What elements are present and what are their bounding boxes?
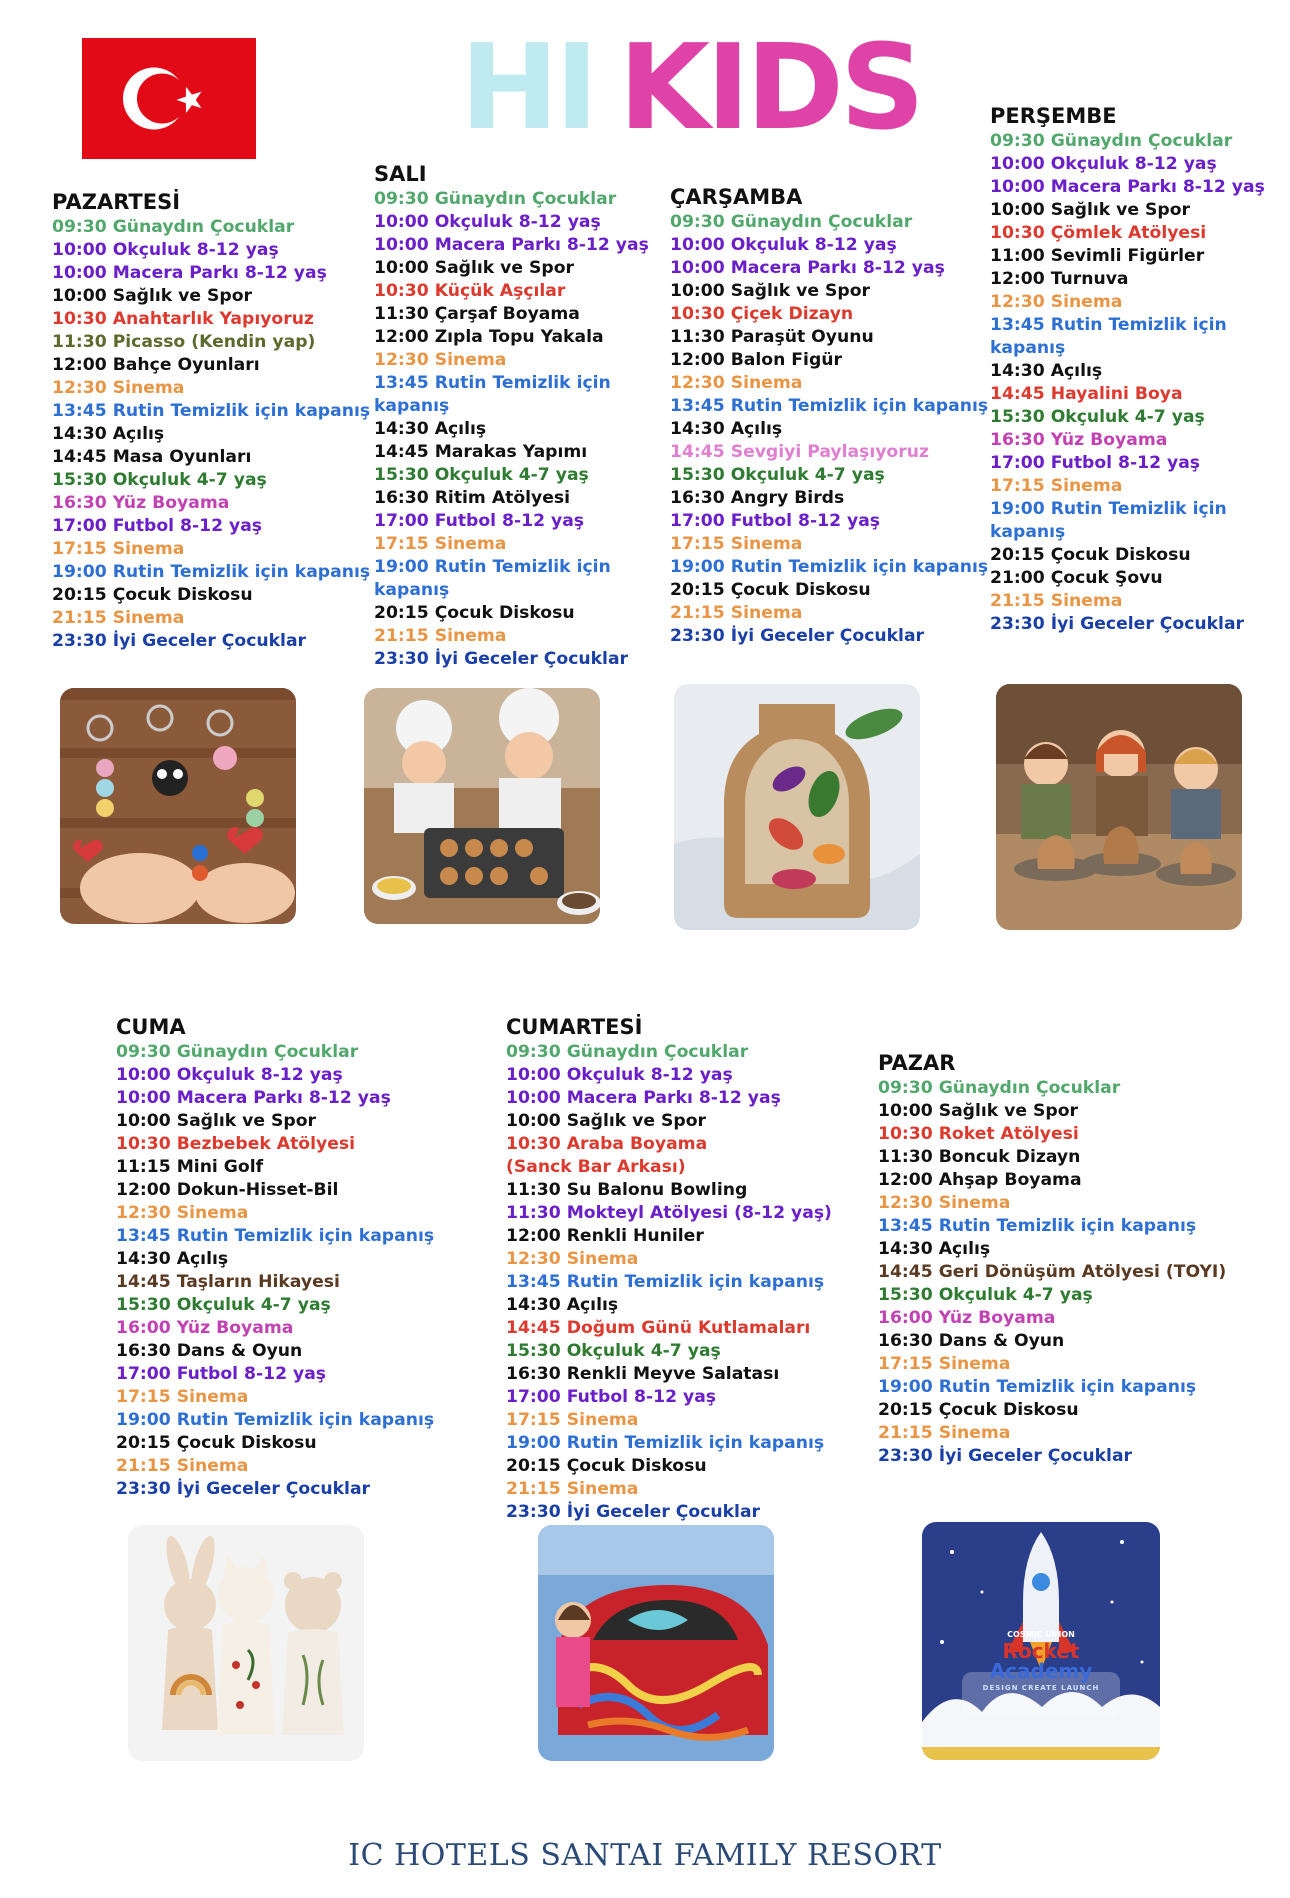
activity-item: (Sanck Bar Arkası)	[506, 1157, 686, 1177]
activity-item: 21:15 Sinema	[878, 1423, 1011, 1443]
activity-item: 09:30 Günaydın Çocuklar	[878, 1078, 1121, 1098]
activity-item: 12:30 Sinema	[878, 1193, 1011, 1213]
activity-item: 14:30 Açılış	[990, 361, 1103, 381]
activity-item: 16:00 Yüz Boyama	[116, 1318, 294, 1338]
activity-item: 16:30 Yüz Boyama	[52, 493, 230, 513]
activity-item: 09:30 Günaydın Çocuklar	[374, 189, 617, 209]
activity-item: 14:30 Açılış	[52, 424, 165, 444]
activity-item: 14:30 Açılış	[506, 1295, 619, 1315]
activity-item: 17:15 Sinema	[374, 534, 507, 554]
activity-item: 19:00 Rutin Temizlik için	[990, 499, 1227, 519]
activity-item: 15:30 Okçuluk 4-7 yaş	[506, 1341, 721, 1361]
activity-item: 10:00 Sağlık ve Spor	[374, 258, 574, 278]
activity-item: 14:45 Taşların Hikayesi	[116, 1272, 340, 1292]
day-title: PAZARTESİ	[52, 190, 181, 214]
activity-item: 15:30 Okçuluk 4-7 yaş	[670, 465, 885, 485]
activity-item: 13:45 Rutin Temizlik için kapanış	[116, 1226, 435, 1246]
activity-item: 12:00 Renkli Huniler	[506, 1226, 704, 1246]
activity-item: 09:30 Günaydın Çocuklar	[990, 131, 1233, 151]
day-saturday	[506, 1013, 832, 1524]
ragdoll-photo	[128, 1525, 364, 1761]
activity-item: 12:00 Turnuva	[990, 269, 1129, 289]
activity-item: 16:30 Yüz Boyama	[990, 430, 1168, 450]
footer-hotel-name: IC HOTELS SANTAI FAMILY RESORT	[348, 1838, 942, 1873]
activity-item: 10:30 Anahtarlık Yapıyoruz	[52, 309, 314, 329]
activity-item: 17:15 Sinema	[670, 534, 803, 554]
activity-item: 12:30 Sinema	[506, 1249, 639, 1269]
activity-item: 15:30 Okçuluk 4-7 yaş	[52, 470, 267, 490]
activity-item: kapanış	[990, 338, 1066, 358]
poster-caption-tagline: DESIGN CREATE LAUNCH	[982, 1684, 1100, 1692]
activity-item: 23:30 İyi Geceler Çocuklar	[506, 1502, 761, 1522]
activity-item: 15:30 Okçuluk 4-7 yaş	[374, 465, 589, 485]
activity-item: 11:15 Mini Golf	[116, 1157, 264, 1177]
activity-item: 11:30 Paraşüt Oyunu	[670, 327, 874, 347]
activity-item: 15:30 Okçuluk 4-7 yaş	[990, 407, 1205, 427]
day-title: CUMA	[116, 1015, 186, 1039]
activity-item: 13:45 Rutin Temizlik için	[374, 373, 611, 393]
activity-item: 10:00 Macera Parkı 8-12 yaş	[990, 177, 1265, 197]
activity-item: 10:00 Macera Parkı 8-12 yaş	[670, 258, 945, 278]
day-title: PAZAR	[878, 1051, 956, 1075]
activity-item: 10:00 Sağlık ve Spor	[116, 1111, 316, 1131]
activity-item: 17:00 Futbol 8-12 yaş	[52, 516, 263, 536]
activity-item: 21:15 Sinema	[506, 1479, 639, 1499]
activity-item: 16:30 Dans & Oyun	[878, 1331, 1065, 1351]
activity-item: 14:30 Açılış	[374, 419, 487, 439]
activity-item: 19:00 Rutin Temizlik için kapanış	[506, 1433, 825, 1453]
activity-item: 21:15 Sinema	[670, 603, 803, 623]
activity-item: 23:30 İyi Geceler Çocuklar	[116, 1479, 371, 1499]
activity-item: 16:30 Ritim Atölyesi	[374, 488, 571, 508]
activity-item: 19:00 Rutin Temizlik için kapanış	[670, 557, 989, 577]
activity-item: 20:15 Çocuk Diskosu	[116, 1433, 317, 1453]
activity-item: 10:30 Bezbebek Atölyesi	[116, 1134, 355, 1154]
activity-list	[116, 1041, 434, 1501]
activity-list	[374, 188, 649, 671]
activity-item: 12:00 Balon Figür	[670, 350, 842, 370]
activity-list	[670, 211, 988, 648]
activity-item: 17:15 Sinema	[878, 1354, 1011, 1374]
activity-list	[506, 1041, 832, 1524]
day-tuesday	[374, 160, 649, 671]
activity-item: 14:45 Marakas Yapımı	[374, 442, 588, 462]
activity-item: 10:30 Çiçek Dizayn	[670, 304, 854, 324]
logo-hi-text: HI	[460, 18, 595, 156]
activity-item: 17:00 Futbol 8-12 yaş	[506, 1387, 717, 1407]
activity-item: 14:45 Doğum Günü Kutlamaları	[506, 1318, 811, 1338]
activity-item: 10:30 Küçük Aşçılar	[374, 281, 566, 301]
poster-caption-rocket: Rocket	[1002, 1639, 1080, 1663]
activity-list	[990, 130, 1265, 636]
day-sunday	[878, 1049, 1226, 1468]
rocket-academy-poster	[922, 1522, 1160, 1760]
day-title: CUMARTESİ	[506, 1015, 643, 1039]
activity-item: 21:00 Çocuk Şovu	[990, 568, 1163, 588]
activity-item: 20:15 Çocuk Diskosu	[52, 585, 253, 605]
day-friday	[116, 1013, 434, 1501]
activity-item: 10:30 Çömlek Atölyesi	[990, 223, 1207, 243]
activity-item: 21:15 Sinema	[990, 591, 1123, 611]
activity-item: 09:30 Günaydın Çocuklar	[116, 1042, 359, 1062]
activity-item: 10:00 Okçuluk 8-12 yaş	[670, 235, 897, 255]
activity-item: 12:30 Sinema	[52, 378, 185, 398]
activity-item: 11:30 Su Balonu Bowling	[506, 1180, 748, 1200]
activity-item: 17:00 Futbol 8-12 yaş	[990, 453, 1201, 473]
activity-item: 15:30 Okçuluk 4-7 yaş	[878, 1285, 1093, 1305]
activity-item: 16:00 Yüz Boyama	[878, 1308, 1056, 1328]
activity-item: 13:45 Rutin Temizlik için kapanış	[670, 396, 989, 416]
activity-item: kapanış	[990, 522, 1066, 542]
day-monday	[52, 188, 370, 653]
activity-item: 12:00 Zıpla Topu Yakala	[374, 327, 604, 347]
activity-item: 13:45 Rutin Temizlik için kapanış	[878, 1216, 1197, 1236]
activity-item: 17:00 Futbol 8-12 yaş	[374, 511, 585, 531]
day-thursday	[990, 102, 1265, 636]
activity-item: 20:15 Çocuk Diskosu	[670, 580, 871, 600]
activity-item: 12:30 Sinema	[374, 350, 507, 370]
activity-item: 10:00 Okçuluk 8-12 yaş	[116, 1065, 343, 1085]
hi-kids-logo	[460, 18, 921, 156]
logo-kids-text: KIDS	[618, 18, 921, 156]
activity-item: 14:30 Açılış	[116, 1249, 229, 1269]
activity-item: 14:30 Açılış	[670, 419, 783, 439]
activity-item: 21:15 Sinema	[116, 1456, 249, 1476]
activity-item: 12:00 Ahşap Boyama	[878, 1170, 1082, 1190]
activity-item: 12:30 Sinema	[670, 373, 803, 393]
activity-item: 21:15 Sinema	[52, 608, 185, 628]
activity-item: 13:45 Rutin Temizlik için	[990, 315, 1227, 335]
activity-item: 19:00 Rutin Temizlik için	[374, 557, 611, 577]
activity-item: 10:00 Sağlık ve Spor	[506, 1111, 706, 1131]
activity-item: 14:45 Geri Dönüşüm Atölyesi (TOYI)	[878, 1262, 1227, 1282]
activity-item: 11:30 Picasso (Kendin yap)	[52, 332, 316, 352]
day-title: SALI	[374, 162, 427, 186]
activity-item: 17:00 Futbol 8-12 yaş	[116, 1364, 327, 1384]
activity-item: 10:30 Araba Boyama	[506, 1134, 708, 1154]
activity-item: 19:00 Rutin Temizlik için kapanış	[116, 1410, 435, 1430]
cooking-photo	[364, 688, 600, 924]
activity-item: 13:45 Rutin Temizlik için kapanış	[52, 401, 371, 421]
activity-item: 11:30 Mokteyl Atölyesi (8-12 yaş)	[506, 1203, 832, 1223]
activity-item: 23:30 İyi Geceler Çocuklar	[878, 1446, 1133, 1466]
activity-item: 19:00 Rutin Temizlik için kapanış	[52, 562, 371, 582]
activity-item: 20:15 Çocuk Diskosu	[990, 545, 1191, 565]
activity-item: 10:00 Sağlık ve Spor	[990, 200, 1190, 220]
activity-list	[52, 216, 370, 653]
activity-item: 14:45 Sevgiyi Paylaşıyoruz	[670, 442, 929, 462]
activity-item: 17:15 Sinema	[116, 1387, 249, 1407]
pottery-photo	[996, 684, 1242, 930]
activity-item: kapanış	[374, 580, 450, 600]
day-wednesday	[670, 183, 988, 648]
activity-item: 21:15 Sinema	[374, 626, 507, 646]
activity-item: 17:15 Sinema	[990, 476, 1123, 496]
activity-item: kapanış	[374, 396, 450, 416]
activity-item: 15:30 Okçuluk 4-7 yaş	[116, 1295, 331, 1315]
activity-item: 10:00 Sağlık ve Spor	[878, 1101, 1078, 1121]
poster-caption-academy: Academy	[989, 1659, 1093, 1683]
activity-item: 12:00 Bahçe Oyunları	[52, 355, 260, 375]
activity-item: 20:15 Çocuk Diskosu	[506, 1456, 707, 1476]
activity-item: 10:00 Okçuluk 8-12 yaş	[374, 212, 601, 232]
activity-item: 09:30 Günaydın Çocuklar	[506, 1042, 749, 1062]
activity-item: 13:45 Rutin Temizlik için kapanış	[506, 1272, 825, 1292]
poster-caption-cosmic-union: COSMIC UNION	[1007, 1630, 1075, 1639]
activity-item: 11:00 Sevimli Figürler	[990, 246, 1205, 266]
activity-item: 11:30 Çarşaf Boyama	[374, 304, 580, 324]
activity-item: 14:45 Hayalini Boya	[990, 384, 1183, 404]
activity-item: 17:15 Sinema	[52, 539, 185, 559]
activity-item: 09:30 Günaydın Çocuklar	[52, 217, 295, 237]
activity-item: 10:00 Sağlık ve Spor	[670, 281, 870, 301]
activity-item: 17:00 Futbol 8-12 yaş	[670, 511, 881, 531]
activity-item: 10:00 Macera Parkı 8-12 yaş	[116, 1088, 391, 1108]
activity-item: 20:15 Çocuk Diskosu	[878, 1400, 1079, 1420]
activity-item: 10:00 Okçuluk 8-12 yaş	[990, 154, 1217, 174]
activity-item: 19:00 Rutin Temizlik için kapanış	[878, 1377, 1197, 1397]
activity-item: 14:45 Masa Oyunları	[52, 447, 252, 467]
activity-item: 23:30 İyi Geceler Çocuklar	[52, 631, 307, 651]
activity-item: 23:30 İyi Geceler Çocuklar	[990, 614, 1245, 634]
keychain-photo	[60, 688, 296, 924]
activity-item: 12:30 Sinema	[116, 1203, 249, 1223]
day-title: ÇARŞAMBA	[670, 185, 803, 209]
activity-item: 17:15 Sinema	[506, 1410, 639, 1430]
activity-item: 10:00 Okçuluk 8-12 yaş	[506, 1065, 733, 1085]
activity-list	[878, 1077, 1226, 1468]
activity-item: 20:15 Çocuk Diskosu	[374, 603, 575, 623]
activity-item: 10:00 Macera Parkı 8-12 yaş	[506, 1088, 781, 1108]
activity-item: 10:00 Macera Parkı 8-12 yaş	[52, 263, 327, 283]
car-painting-photo	[538, 1525, 774, 1761]
turkish-flag-icon	[82, 38, 256, 159]
activity-item: 10:30 Roket Atölyesi	[878, 1124, 1079, 1144]
activity-item: 11:30 Boncuk Dizayn	[878, 1147, 1081, 1167]
activity-item: 23:30 İyi Geceler Çocuklar	[374, 649, 629, 669]
day-title: PERŞEMBE	[990, 104, 1117, 128]
activity-item: 23:30 İyi Geceler Çocuklar	[670, 626, 925, 646]
activity-item: 16:30 Renkli Meyve Salatası	[506, 1364, 780, 1384]
activity-item: 10:00 Sağlık ve Spor	[52, 286, 252, 306]
activity-item: 14:30 Açılış	[878, 1239, 991, 1259]
activity-item: 12:00 Dokun-Hisset-Bil	[116, 1180, 339, 1200]
activity-item: 16:30 Angry Birds	[670, 488, 845, 508]
flower-jar-photo	[674, 684, 920, 930]
activity-item: 10:00 Macera Parkı 8-12 yaş	[374, 235, 649, 255]
activity-item: 09:30 Günaydın Çocuklar	[670, 212, 913, 232]
activity-item: 10:00 Okçuluk 8-12 yaş	[52, 240, 279, 260]
activity-item: 12:30 Sinema	[990, 292, 1123, 312]
activity-item: 16:30 Dans & Oyun	[116, 1341, 303, 1361]
